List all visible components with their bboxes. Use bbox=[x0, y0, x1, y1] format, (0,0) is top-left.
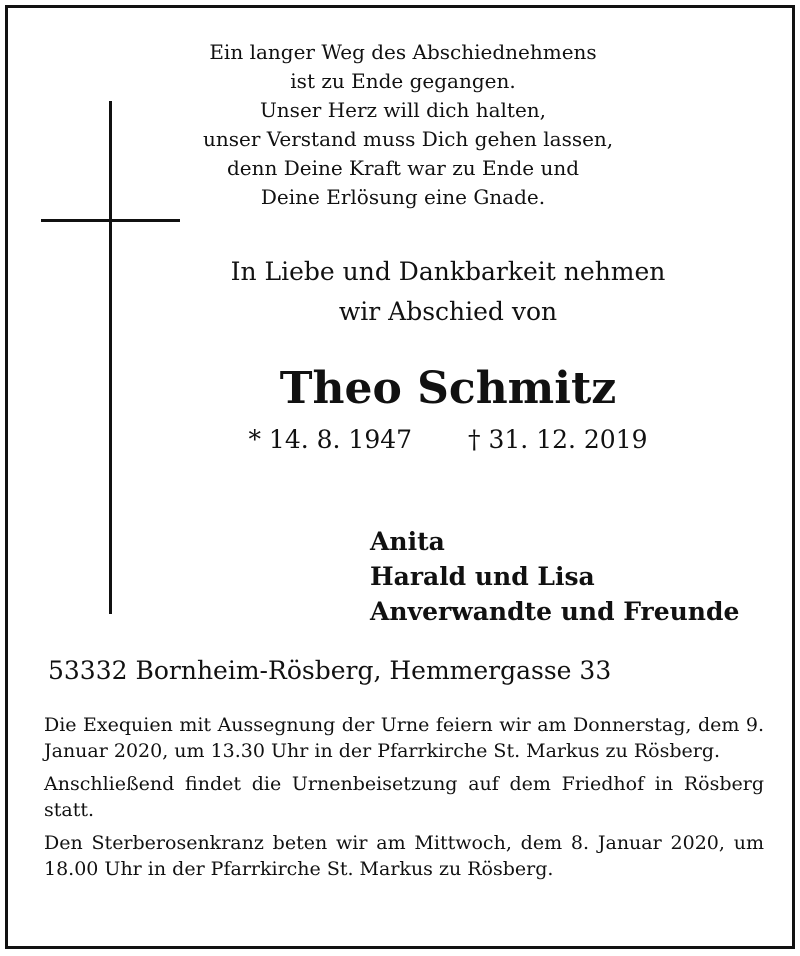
info-paragraph: Die Exequien mit Aussegnung der Urne feiern wir am Donnerstag, dem 9. Januar 2020, um 13.30 Uhr in der Pfarrkirche St. Markus zu Rösberg. bbox=[44, 714, 764, 762]
cross-horizontal-bar bbox=[41, 219, 180, 222]
intro-line-1: In Liebe und Dankbarkeit nehmen bbox=[230, 257, 666, 286]
obituary-notice bbox=[5, 5, 795, 949]
memorial-poem bbox=[203, 38, 614, 212]
birth-date: * 14. 8. 1947 bbox=[248, 425, 413, 454]
survivor-name: Harald und Lisa bbox=[370, 562, 595, 591]
poem-line: unser Verstand muss Dich gehen lassen, bbox=[203, 127, 614, 151]
cross-vertical-bar bbox=[109, 101, 112, 614]
info-paragraph: Anschließend findet die Urnenbeisetzung auf dem Friedhof in Rösberg statt. bbox=[44, 773, 764, 821]
poem-line: Ein langer Weg des Abschiednehmens bbox=[209, 40, 597, 64]
survivor-name: Anita bbox=[370, 527, 445, 556]
death-date: † 31. 12. 2019 bbox=[468, 425, 648, 454]
poem-line: ist zu Ende gegangen. bbox=[290, 69, 516, 93]
intro-line-2: wir Abschied von bbox=[338, 297, 558, 326]
poem-line: denn Deine Kraft war zu Ende und bbox=[226, 156, 580, 180]
deceased-name: Theo Schmitz bbox=[279, 363, 617, 414]
farewell-intro bbox=[148, 252, 748, 332]
poem-line: Deine Erlösung eine Gnade. bbox=[260, 185, 546, 209]
poem-line: Unser Herz will dich halten, bbox=[259, 98, 547, 122]
service-information bbox=[44, 712, 764, 889]
life-dates bbox=[148, 422, 748, 458]
family-address: 53332 Bornheim-Rösberg, Hemmergasse 33 bbox=[48, 656, 612, 685]
info-paragraph: Den Sterberosenkranz beten wir am Mittwoch, dem 8. Januar 2020, um 18.00 Uhr in der Pfarrkirche St. Markus zu Rösberg. bbox=[44, 832, 764, 880]
survivors-list bbox=[370, 524, 739, 629]
survivor-name: Anverwandte und Freunde bbox=[370, 597, 740, 626]
